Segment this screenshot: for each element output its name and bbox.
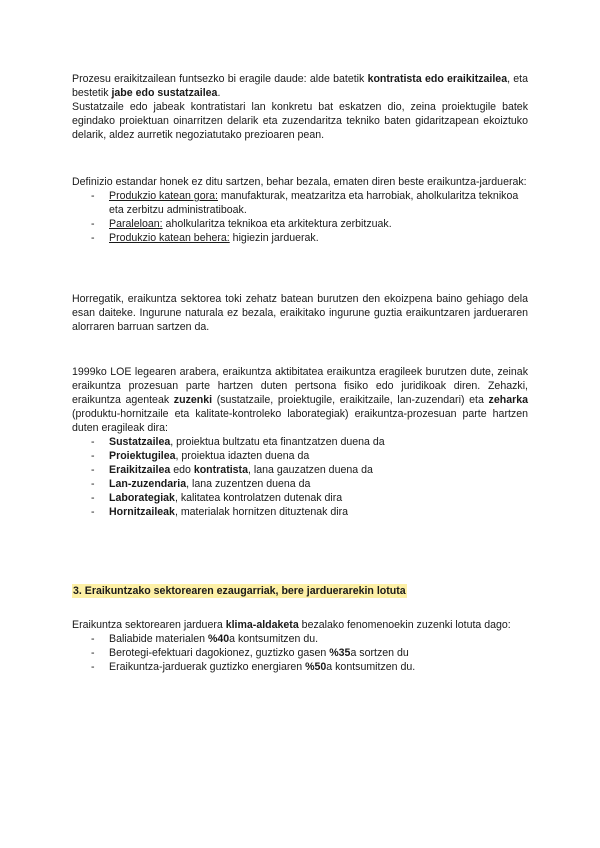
list-item: - Eraikuntza-jarduerak guztizko energiaren %50a kontsumitzen du. (91, 661, 416, 673)
list-item: - Sustatzailea, proiektua bultzatu eta finantzatzen duena da (91, 436, 385, 448)
list-item-label: Produkzio katean behera: (109, 232, 230, 244)
list-item: - Paraleloan: aholkularitza teknikoa eta arkitektura zerbitzuak. (91, 218, 392, 230)
list-item: - Proiektugilea, proiektua idazten duena da (91, 450, 310, 462)
list-item: - Produkzio katean behera: higiezin jarduerak. (91, 232, 319, 244)
section-heading: 3. Eraikuntzako sektorearen ezaugarriak, bere jarduerarekin lotuta (73, 585, 406, 597)
list-item: - Baliabide materialen %40a kontsumitzen du. (91, 633, 319, 645)
list-item: - Laborategiak, kalitatea kontrolatzen dutenak dira (91, 492, 343, 504)
hence-section (72, 292, 528, 334)
definition-list (72, 189, 528, 245)
section-3 (72, 584, 528, 598)
section-3-paragraph: Eraikuntza sektorearen jarduera klima-aldaketa bezalako fenomenoekin zuzenki lotuta dago: (72, 619, 511, 631)
list-item: - Eraikitzailea edo kontratista, lana gauzatzen duena da (91, 464, 373, 476)
list-item: - Lan-zuzendaria, lana zuzentzen duena da (91, 478, 311, 490)
impact-list (72, 632, 528, 674)
intro-section (72, 72, 528, 142)
definition-text: Definizio estandar honek ez ditu sartzen, behar bezala, ematen diren beste eraikuntza-jarduerak: (72, 176, 527, 188)
loe-section (72, 365, 528, 519)
list-item-label: Produkzio katean gora: (109, 190, 218, 202)
list-item-label: Paraleloan: (109, 218, 163, 230)
list-item: - Hornitzaileak, materialak hornitzen dituztenak dira (91, 506, 349, 518)
intro-paragraph-1: Prozesu eraikitzailean funtsezko bi eragile daude: alde batetik kontratista edo eraikitzailea, eta bestetik jabe edo sustatzailea. (72, 73, 528, 99)
loe-paragraph: 1999ko LOE legearen arabera, eraikuntza aktibitatea eraikuntza eragileek burutzen dute, zeinak eraikuntza prozesuan parte hartzen duten pertsona fisiko edo juridikoak diren. Zehazki, eraikuntza agenteak zuzenki (sustatzaile, proiektugile, eraikitzaile, lan-zuzendari) eta zeharka (produktu-hornitzaile eta kalitate-kontroleko laborategiak) eraikuntza-prozesuan parte hartzen duten eragileak dira: (72, 366, 528, 434)
intro-paragraph-2: Sustatzaile edo jabeak kontratistari lan konkretu bat eskatzen dio, zeina proiektugile batek egindako proiektuan oinarritzen delarik eta zuzendaritza tekniko baten gidaritzapean ekoiztuko delarik, aldez aurretik negoziatutako prezioaren pean. (72, 101, 528, 141)
agents-list (72, 435, 528, 519)
list-item: - Berotegi-efektuari dagokionez, guztizko gasen %35a sortzen du (91, 647, 409, 659)
definition-section (72, 175, 528, 245)
hence-paragraph: Horregatik, eraikuntza sektorea toki zehatz batean burutzen den ekoizpena baino gehiago dela esan daiteke. Ingurune naturala ez bezala, eraikitako ingurune guztia eraikuntzaren jardueraren alorraren barruan sartzen da. (72, 293, 528, 333)
section-3-body (72, 618, 528, 674)
promoter-term: jabe edo sustatzailea (111, 87, 218, 99)
contractor-term: kontratista edo eraikitzailea (367, 73, 508, 85)
list-item: - Produkzio katean gora: manufakturak, meatzaritza eta harrobiak, aholkularitza teknikoa eta zerbitzu administratiboak. (91, 190, 519, 216)
